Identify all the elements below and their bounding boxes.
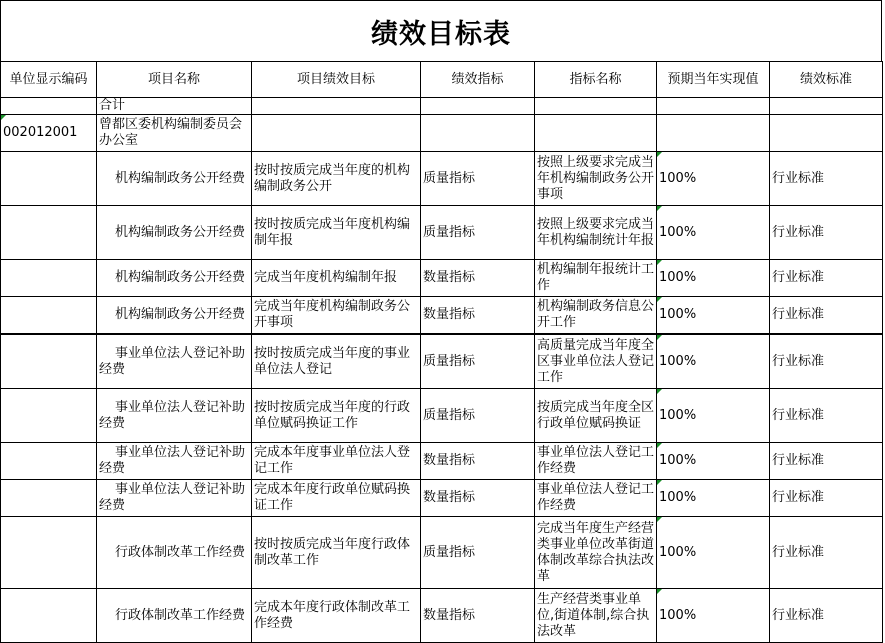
expected-value-cell[interactable] bbox=[657, 480, 770, 517]
unit-code-cell[interactable] bbox=[1, 334, 97, 389]
text-flag-icon bbox=[657, 152, 662, 157]
total-label[interactable]: 合计 bbox=[97, 98, 252, 115]
metric-name-cell[interactable]: 高质量完成当年度全区事业单位法人登记工作 bbox=[535, 334, 657, 389]
project-name-cell[interactable]: 事业单位法人登记补助经费 bbox=[97, 334, 252, 389]
expected-value-cell[interactable] bbox=[657, 206, 770, 260]
project-goal-cell[interactable]: 按时按质完成当年度行政体制改革工作 bbox=[252, 517, 421, 589]
project-goal-cell[interactable]: 按时按质完成当年度的事业单位法人登记 bbox=[252, 334, 421, 389]
standard-cell[interactable]: 行业标准 bbox=[770, 589, 883, 643]
project-name-cell[interactable]: 机构编制政务公开经费 bbox=[97, 260, 252, 297]
indicator-cell[interactable]: 数量指标 bbox=[421, 589, 535, 643]
metric-name-cell[interactable]: 事业单位法人登记工作经费 bbox=[535, 443, 657, 480]
header-expected-value[interactable]: 预期当年实现值 bbox=[657, 62, 770, 98]
text-flag-icon bbox=[657, 206, 662, 211]
unit-code-cell[interactable] bbox=[1, 206, 97, 260]
unit-code-cell[interactable] bbox=[1, 297, 97, 335]
text-flag-icon bbox=[657, 260, 662, 265]
header-project-goal[interactable]: 项目绩效目标 bbox=[252, 62, 421, 98]
expected-value: 100% bbox=[659, 490, 697, 505]
project-name-cell[interactable]: 行政体制改革工作经费 bbox=[97, 517, 252, 589]
indicator-cell[interactable]: 质量指标 bbox=[421, 206, 535, 260]
standard-cell[interactable]: 行业标准 bbox=[770, 443, 883, 480]
project-name-cell[interactable]: 机构编制政务公开经费 bbox=[97, 152, 252, 206]
unit-code-cell[interactable] bbox=[1, 589, 97, 643]
metric-name-cell[interactable]: 生产经营类事业单位,街道体制,综合执法改革 bbox=[535, 589, 657, 643]
project-name-cell[interactable]: 机构编制政务公开经费 bbox=[97, 297, 252, 335]
expected-value: 100% bbox=[659, 544, 697, 560]
text-flag-icon bbox=[657, 297, 662, 302]
text-flag-icon bbox=[657, 480, 662, 485]
unit-code-cell[interactable] bbox=[1, 260, 97, 297]
expected-value-cell[interactable] bbox=[657, 517, 770, 589]
performance-table bbox=[0, 61, 883, 643]
project-name-cell[interactable]: 事业单位法人登记补助经费 bbox=[97, 480, 252, 517]
expected-value: 100% bbox=[659, 270, 697, 285]
indicator-cell[interactable]: 数量指标 bbox=[421, 443, 535, 480]
project-goal-cell[interactable]: 完成本年度行政体制改革工作经费 bbox=[252, 589, 421, 643]
metric-name-cell[interactable]: 机构编制年报统计工作 bbox=[535, 260, 657, 297]
text-flag-icon bbox=[657, 335, 662, 340]
project-name-cell[interactable]: 事业单位法人登记补助经费 bbox=[97, 443, 252, 480]
header-row bbox=[1, 62, 883, 98]
indicator-cell[interactable]: 数量指标 bbox=[421, 260, 535, 297]
header-standard[interactable]: 绩效标准 bbox=[770, 62, 883, 98]
expected-value-cell[interactable] bbox=[657, 443, 770, 480]
indicator-cell[interactable]: 数量指标 bbox=[421, 297, 535, 335]
project-goal-cell[interactable]: 完成当年度机构编制年报 bbox=[252, 260, 421, 297]
project-name-cell[interactable]: 行政体制改革工作经费 bbox=[97, 589, 252, 643]
table-row bbox=[1, 589, 883, 643]
header-unit-code[interactable]: 单位显示编码 bbox=[1, 62, 97, 98]
expected-value: 100% bbox=[659, 224, 697, 240]
expected-value: 100% bbox=[659, 307, 697, 322]
unit-code-cell[interactable] bbox=[1, 480, 97, 517]
standard-cell[interactable]: 行业标准 bbox=[770, 389, 883, 443]
indicator-cell[interactable]: 质量指标 bbox=[421, 152, 535, 206]
standard-cell[interactable]: 行业标准 bbox=[770, 334, 883, 389]
metric-name-cell[interactable]: 事业单位法人登记工作经费 bbox=[535, 480, 657, 517]
expected-value-cell[interactable] bbox=[657, 334, 770, 389]
text-flag-icon bbox=[657, 589, 662, 594]
header-metric-name[interactable]: 指标名称 bbox=[535, 62, 657, 98]
table-row bbox=[1, 334, 883, 389]
table-row bbox=[1, 389, 883, 443]
table-row bbox=[1, 443, 883, 480]
org-name[interactable]: 曾都区委机构编制委员会办公室 bbox=[97, 115, 252, 152]
expected-value-cell[interactable] bbox=[657, 389, 770, 443]
unit-code-cell[interactable] bbox=[1, 517, 97, 589]
table-row bbox=[1, 152, 883, 206]
header-project-name[interactable]: 项目名称 bbox=[97, 62, 252, 98]
text-flag-icon bbox=[1, 115, 6, 120]
table-title: 绩效目标表 bbox=[0, 0, 882, 62]
total-row bbox=[1, 98, 883, 115]
project-name-cell[interactable]: 事业单位法人登记补助经费 bbox=[97, 389, 252, 443]
project-goal-cell[interactable]: 按时按质完成当年度机构编制年报 bbox=[252, 206, 421, 260]
expected-value: 100% bbox=[659, 407, 697, 423]
unit-code-cell[interactable] bbox=[1, 152, 97, 206]
org-code-cell[interactable] bbox=[1, 115, 97, 152]
unit-code-cell[interactable] bbox=[1, 389, 97, 443]
expected-value-cell[interactable] bbox=[657, 297, 770, 335]
indicator-cell[interactable]: 质量指标 bbox=[421, 334, 535, 389]
table-row bbox=[1, 206, 883, 260]
indicator-cell[interactable]: 数量指标 bbox=[421, 480, 535, 517]
metric-name-cell[interactable]: 按质完成当年度全区行政单位赋码换证 bbox=[535, 389, 657, 443]
metric-name-cell[interactable]: 按照上级要求完成当年机构编制统计年报 bbox=[535, 206, 657, 260]
expected-value-cell[interactable] bbox=[657, 152, 770, 206]
expected-value-cell[interactable] bbox=[657, 260, 770, 297]
org-row bbox=[1, 115, 883, 152]
table-row bbox=[1, 260, 883, 297]
project-goal-cell[interactable]: 完成当年度机构编制政务公开事项 bbox=[252, 297, 421, 335]
standard-cell[interactable]: 行业标准 bbox=[770, 297, 883, 335]
project-goal-cell[interactable]: 按时按质完成当年度的行政单位赋码换证工作 bbox=[252, 389, 421, 443]
unit-code-cell[interactable] bbox=[1, 443, 97, 480]
metric-name-cell[interactable]: 按照上级要求完成当年机构编制政务公开事项 bbox=[535, 152, 657, 206]
standard-cell[interactable]: 行业标准 bbox=[770, 152, 883, 206]
standard-cell[interactable]: 行业标准 bbox=[770, 206, 883, 260]
header-indicator[interactable]: 绩效指标 bbox=[421, 62, 535, 98]
project-goal-cell[interactable]: 按时按质完成当年度的机构编制政务公开 bbox=[252, 152, 421, 206]
expected-value: 100% bbox=[659, 453, 697, 468]
indicator-cell[interactable]: 质量指标 bbox=[421, 517, 535, 589]
table-row bbox=[1, 517, 883, 589]
standard-cell[interactable]: 行业标准 bbox=[770, 517, 883, 589]
table-row bbox=[1, 297, 883, 335]
metric-name-cell[interactable]: 机构编制政务信息公开工作 bbox=[535, 297, 657, 335]
project-name-cell[interactable]: 机构编制政务公开经费 bbox=[97, 206, 252, 260]
org-code: 002012001 bbox=[3, 125, 78, 140]
indicator-cell[interactable]: 质量指标 bbox=[421, 389, 535, 443]
table-row bbox=[1, 480, 883, 517]
metric-name-cell[interactable]: 完成当年度生产经营类事业单位改革街道体制改革综合执法改革 bbox=[535, 517, 657, 589]
standard-cell[interactable]: 行业标准 bbox=[770, 260, 883, 297]
expected-value: 100% bbox=[659, 353, 697, 369]
text-flag-icon bbox=[657, 389, 662, 394]
expected-value: 100% bbox=[659, 170, 697, 186]
expected-value-cell[interactable] bbox=[657, 589, 770, 643]
text-flag-icon bbox=[657, 517, 662, 522]
standard-cell[interactable]: 行业标准 bbox=[770, 480, 883, 517]
project-goal-cell[interactable]: 完成本年度事业单位法人登记工作 bbox=[252, 443, 421, 480]
expected-value: 100% bbox=[659, 607, 697, 623]
text-flag-icon bbox=[657, 443, 662, 448]
project-goal-cell[interactable]: 完成本年度行政单位赋码换证工作 bbox=[252, 480, 421, 517]
